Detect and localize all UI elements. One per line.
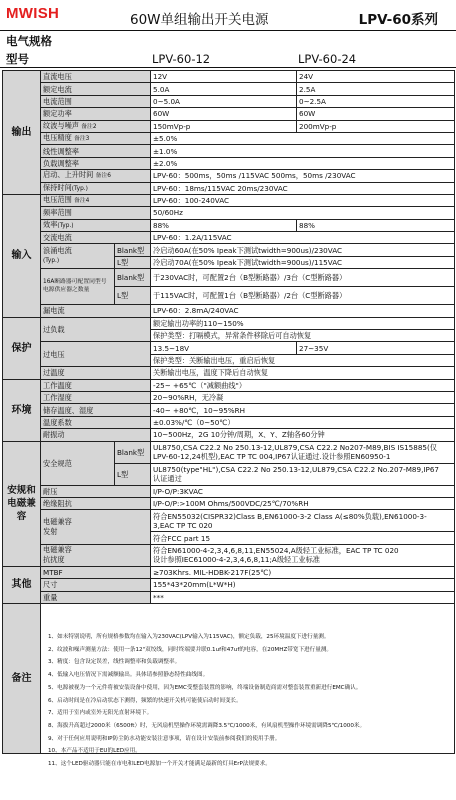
- rated-current-label: 额定电流: [41, 83, 151, 95]
- brand-logo: MWISH: [6, 5, 60, 22]
- freq-value: 50/60Hz: [151, 207, 455, 219]
- accuracy-note: 备注3: [74, 136, 90, 143]
- voltage-range-label-text: 电压范围: [43, 195, 72, 205]
- accuracy-label-text: 电压精度: [43, 133, 72, 143]
- model-2: LPV-60-24: [298, 52, 357, 66]
- vib-value: 10~500Hz，2G 10分钟/周期，X、Y、Z轴各60分钟: [151, 429, 455, 441]
- overload-label: 过负载: [41, 317, 151, 342]
- leak-label: 漏电流: [41, 305, 151, 317]
- weight-label: 重量: [41, 591, 151, 603]
- note-item: 6、启动时间是在冷启动状态下测得，频繁的快速开关机可能使启动时间变长。: [48, 697, 242, 704]
- withstand-value: I/P-O/P:3KVAC: [151, 485, 455, 497]
- breaker-blank-type: Blank型: [115, 269, 151, 287]
- emc-immunity-value: [151, 544, 455, 566]
- iso-label: 绝缘阻抗: [41, 497, 151, 509]
- overload-value: 额定输出功率的110~150%: [151, 317, 455, 329]
- storage-value: -40~ +80℃，10~95%RH: [151, 404, 455, 416]
- ovp-24: 27~35V: [297, 342, 455, 354]
- breaker-l-type: L型: [115, 287, 151, 305]
- mtbf-label: MTBF: [41, 566, 151, 578]
- load-reg-value: ±2.0%: [151, 157, 455, 169]
- emc-immunity-label1: 电磁兼容: [43, 545, 72, 555]
- emc-fcc-value: 符合FCC part 15: [151, 532, 455, 544]
- coef-value: ±0.03%/℃（0~50℃）: [151, 416, 455, 428]
- eff-24: 88%: [297, 219, 455, 231]
- ac-current-label: 交流电流: [41, 232, 151, 244]
- safety-std-label: 安全规范: [41, 441, 115, 485]
- line-reg-label: 线性调整率: [41, 145, 151, 157]
- spec-heading: 电气规格: [6, 34, 52, 48]
- note-item: 2、纹波和噪声测量方法：使用一条12"双绞线，同时终端要并联0.1uf和47uf的电容，在20MHZ带宽下进行量测。: [48, 646, 333, 653]
- rated-power-24: 60W: [297, 108, 455, 120]
- rated-power-label: 额定功率: [41, 108, 151, 120]
- current-range-label: 电流范围: [41, 95, 151, 107]
- inrush-blank-type: Blank型: [115, 244, 151, 256]
- emc-emission-label2: 发射: [43, 527, 58, 537]
- rise-label: [41, 170, 151, 182]
- safety-blank-line2: LPV-60-12,24机型),EAC TP TC 004,IP67认证通过.设计参照EN60950-1: [153, 452, 391, 462]
- note-item: 8、海拔升高超过2000米（6500ft）时，无风扇机型操作环境需调降3.5℃/1000米，有风扇机型操作环境需调降5℃/1000米。: [48, 722, 366, 729]
- rise-value: LPV-60：500ms，50ms /115VAC 500ms，50ms /230VAC: [151, 170, 455, 182]
- ovp-12: 13.5~18V: [151, 342, 297, 354]
- ripple-label: [41, 120, 151, 132]
- eff-label-text: 效率: [43, 219, 58, 229]
- eff-12: 88%: [151, 219, 297, 231]
- rated-current-24: 2.5A: [297, 83, 455, 95]
- temp-value: -25~ +65℃（"减额曲线"）: [151, 379, 455, 391]
- document-title: 60W单组输出开关电源: [130, 12, 269, 28]
- note-item: 4、低输入电压情况下需减额输出。具体请参照静态特性曲线图。: [48, 672, 209, 679]
- vib-label: 耐振动: [41, 429, 151, 441]
- ripple-24: 200mVp-p: [297, 120, 455, 132]
- otp-value: 关断输出电压，温度下降后自动恢复: [151, 367, 455, 379]
- dc-voltage-24: 24V: [297, 71, 455, 83]
- group-input: 输入: [3, 194, 41, 317]
- iso-value: I/P-O/P:>100M Ohms/500VDC/25℃/70%RH: [151, 497, 455, 509]
- emc-immunity-label: [41, 544, 151, 566]
- inrush-l-value: 冷启动70A(在50% Ipeak下测试twidth=900us)/115VAC: [151, 256, 455, 268]
- breaker-blank-value: 于230VAC时，可配置2台（B型断路器）/3台（C型断路器）: [151, 269, 455, 287]
- ripple-12: 150mVp-p: [151, 120, 297, 132]
- model-1: LPV-60-12: [152, 52, 211, 66]
- safety-l-value: [151, 463, 455, 485]
- note-item: 1、如未特别说明，所有规格参数均在输入为230VAC(LPV输入为115VAC)，额定负载，25环境温度下进行量测。: [48, 634, 330, 640]
- ripple-label-text: 纹波与噪声: [43, 120, 79, 130]
- leak-value: LPV-60：2.8mA/240VAC: [151, 305, 455, 317]
- humid-value: 20~90%RH，无冷凝: [151, 391, 455, 403]
- inrush-label: [41, 244, 115, 269]
- inrush-l-type: L型: [115, 256, 151, 268]
- temp-label: 工作温度: [41, 379, 151, 391]
- model-heading: 型号: [6, 52, 29, 66]
- size-value: 155*43*20mm(L*W*H): [151, 579, 455, 591]
- group-protection: 保护: [3, 317, 41, 379]
- current-range-12: 0~5.0A: [151, 95, 297, 107]
- group-safety: 安规和电磁兼容: [3, 441, 41, 566]
- group-notes: 备注: [3, 603, 41, 753]
- dc-voltage-12: 12V: [151, 71, 297, 83]
- overload-mode: 保护类型：打嗝模式，异常条件移除后可自动恢复: [151, 330, 455, 342]
- ac-current-value: LPV-60：1.2A/115VAC: [151, 232, 455, 244]
- mtbf-value: ≥703Khrs. MIL-HDBK-217F(25℃): [151, 566, 455, 578]
- hold-label-text: 保持时间: [43, 182, 72, 192]
- voltage-range-note: 备注4: [74, 198, 90, 205]
- safety-l-line1: UL8750(type"HL"),CSA C22.2 No 250.13-12,UL879,CSA C22.2 No.207-M89,IP67: [153, 465, 439, 475]
- ovp-mode: 保护类型：关断输出电压，重启后恢复: [151, 354, 455, 366]
- hold-unit: (Typ.): [71, 185, 88, 192]
- rise-note: 备注6: [95, 173, 111, 180]
- line-reg-value: ±1.0%: [151, 145, 455, 157]
- group-other: 其他: [3, 566, 41, 603]
- inrush-unit: (Typ.): [43, 258, 60, 265]
- dc-voltage-label: 直流电压: [41, 71, 151, 83]
- voltage-range-value: LPV-60：100-240VAC: [151, 194, 455, 206]
- humid-label: 工作湿度: [41, 391, 151, 403]
- load-reg-label: 负载调整率: [41, 157, 151, 169]
- eff-label: [41, 219, 151, 231]
- note-item: 9、对于任何应用说明和IP防尘防水功能安装注意事项，请在设计安装前参阅我们的使用手册。: [48, 735, 281, 742]
- group-output: 输出: [3, 71, 41, 195]
- group-env: 环境: [3, 379, 41, 441]
- current-range-24: 0~2.5A: [297, 95, 455, 107]
- inrush-label-text: 浪涌电流: [43, 246, 72, 256]
- coef-label: 温度系数: [41, 416, 151, 428]
- series-name: LPV-60系列: [358, 12, 438, 28]
- inrush-blank-value: 冷启动60A(在50% Ipeak下测试twidth=900us)/230VAC: [151, 244, 455, 256]
- breaker-l-value: 于115VAC时，可配置1台（B型断路器）/2台（C型断路器）: [151, 287, 455, 305]
- breaker-label: 16A断路器可配置同型号电源供应器之数量: [41, 269, 115, 305]
- withstand-label: 耐压: [41, 485, 151, 497]
- note-item: 10、本产品不适用于EU的LED应用。: [48, 748, 141, 755]
- voltage-range-label: [41, 194, 151, 206]
- emc-emission-line2: 3,EAC TP TC 020: [153, 520, 213, 530]
- emc-immunity-line1: 符合EN61000-4-2,3,4,6,8,11,EN55024,A级轻工业标准，EAC TP TC 020: [153, 546, 399, 556]
- storage-label: 储存温度、湿度: [41, 404, 151, 416]
- eff-unit: (Typ.): [57, 222, 74, 229]
- hold-value: LPV-60：18ms/115VAC 20ms/230VAC: [151, 182, 455, 194]
- emc-immunity-label2: 抗扰度: [43, 555, 65, 565]
- ovp-label: 过电压: [41, 342, 151, 367]
- otp-label: 过温度: [41, 367, 151, 379]
- emc-emission-value: [151, 510, 455, 532]
- rise-label-text: 启动、上升时间: [43, 170, 94, 180]
- hold-label: [41, 182, 151, 194]
- ripple-note: 备注2: [81, 123, 97, 130]
- safety-blank-type: Blank型: [115, 441, 151, 463]
- model-rule: [0, 67, 456, 68]
- rated-current-12: 5.0A: [151, 83, 297, 95]
- accuracy-label: [41, 132, 151, 144]
- emc-emission-label1: 电磁兼容: [43, 517, 72, 527]
- note-item: 5、电源被视为一个元件将被安装设备中使用，因为EMC受整套装置的影响，终端设备制造商需对整套装置重新进行EMC确认。: [48, 684, 362, 691]
- note-item: 7、适用于室内或室外无阳光直射环境下。: [48, 710, 153, 717]
- safety-l-line2: 认证通过: [153, 474, 182, 484]
- note-item: 3、精度：包含设定误差，线性调整率和负载调整率。: [48, 659, 181, 666]
- safety-l-type: L型: [115, 463, 151, 485]
- emc-emission-line1: 符合EN55032(CISPR32)Class B,EN61000-3-2 Class A(≤80%负载),EN61000-3-: [153, 511, 427, 521]
- notes-list: [48, 631, 450, 771]
- safety-blank-line1: UL8750,CSA C22.2 No 250.13-12,UL879,CSA C22.2 No207-M89,BIS IS15885(仅: [153, 443, 437, 453]
- safety-blank-value: [151, 441, 455, 463]
- emc-immunity-line2: 设计参照IEC61000-4-2,3,4,6,8,11;A级轻工业标准: [153, 555, 320, 565]
- note-item: 11、这个LED驱动器只能在市电和LED电源加一个开关才能满足最新的灯具ErP法规要求。: [48, 761, 271, 768]
- header-rule: [0, 30, 456, 31]
- accuracy-value: ±5.0%: [151, 132, 455, 144]
- rated-power-12: 60W: [151, 108, 297, 120]
- weight-value: ***: [151, 591, 455, 603]
- emc-emission-label: [41, 510, 151, 544]
- size-label: 尺寸: [41, 579, 151, 591]
- freq-label: 频率范围: [41, 207, 151, 219]
